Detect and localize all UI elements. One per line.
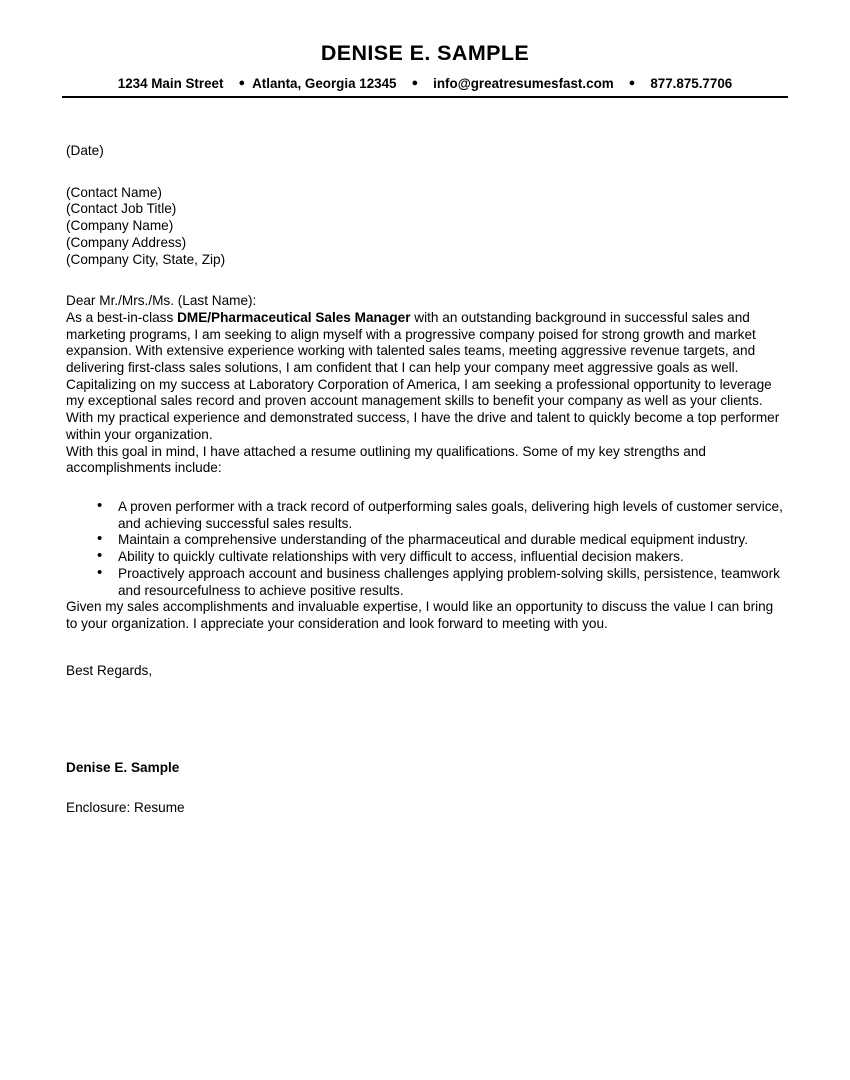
contact-street: 1234 Main Street [117, 75, 224, 91]
body-paragraph-4: Given my sales accomplishments and invaluable expertise, I would like an opportunity to discuss the value I can bring to your organization. I appreciate your consideration and look forward to meeting with you. [66, 599, 774, 631]
recipient-company-address: (Company Address) [66, 234, 187, 250]
signature-name: Denise E. Sample [66, 760, 180, 776]
list-item [66, 532, 784, 549]
recipient-company-name: (Company Name) [66, 218, 174, 234]
bullet-separator-icon: ● [411, 76, 419, 89]
key-strengths-list [66, 499, 784, 599]
contact-phone: 877.875.7706 [650, 75, 733, 91]
body-paragraph-2: Capitalizing on my success at Laboratory Corporation of America, I am seeking a professional opportunity to leverage my exceptional sales record and proven account management skills to benefit your company as well as your clients. With my practical experience and demonstrated success, I have the drive and talent to quickly become a top performer within your organization. [66, 376, 780, 442]
list-item-text: A proven performer with a track record of outperforming sales goals, delivering high levels of customer service, and achieving successful sales results. [118, 499, 783, 531]
bullet-point-icon: • [97, 563, 103, 581]
recipient-job-title: (Contact Job Title) [66, 201, 177, 217]
body-paragraph-3: With this goal in mind, I have attached a resume outlining my qualifications. Some of my key strengths and accomplishments include: [66, 443, 706, 476]
list-item [66, 563, 784, 599]
recipient-company-city-state-zip: (Company City, State, Zip) [66, 251, 226, 267]
contact-email: info@greatresumesfast.com [433, 75, 614, 91]
enclosure-note: Enclosure: Resume [66, 800, 185, 816]
salutation-line: Dear Mr./Mrs./Ms. (Last Name): [66, 293, 257, 309]
body-paragraph-1 [66, 310, 784, 377]
date-placeholder: (Date) [66, 143, 104, 159]
bullet-point-icon: • [97, 497, 103, 514]
list-item-text: Ability to quickly cultivate relationships with very difficult to access, influential decision makers. [118, 549, 684, 565]
contact-city-state-zip: Atlanta, Georgia 12345 [252, 75, 397, 91]
list-item [66, 549, 784, 566]
closing-salutation: Best Regards, [66, 662, 153, 678]
recipient-contact-name: (Contact Name) [66, 184, 162, 200]
bullet-point-icon: • [97, 530, 103, 548]
bullet-separator-icon: ● [238, 76, 246, 89]
contact-info-bar [62, 76, 788, 98]
paragraph-1-lead-text: As a best-in-class [66, 309, 178, 325]
letterhead [0, 0, 850, 98]
letter-content [0, 143, 850, 817]
list-item-text: Proactively approach account and business challenges applying problem-solving skills, persistence, teamwork and resourcefulness to achieve positive results. [118, 565, 780, 598]
applicant-name-heading: DENISE E. SAMPLE [320, 41, 530, 65]
target-job-title-emphasis: DME/Pharmaceutical Sales Manager [177, 309, 411, 325]
bullet-point-icon: • [97, 547, 103, 565]
paragraph-1-rest-text: with an outstanding background in successful sales and marketing programs, I am seeking to align myself with a progressive company poised for strong growth and market expansion. With extensive experience working with talented sales teams, meeting aggressive revenue targets, and delivering first-class sales solutions, I am confident that I can help your company meet aggressive goals as well. [66, 309, 756, 376]
recipient-address-block [66, 185, 784, 269]
bullet-separator-icon: ● [628, 76, 636, 89]
list-item-text: Maintain a comprehensive understanding of the pharmaceutical and durable medical equipment industry. [118, 532, 748, 548]
list-item [66, 499, 784, 532]
